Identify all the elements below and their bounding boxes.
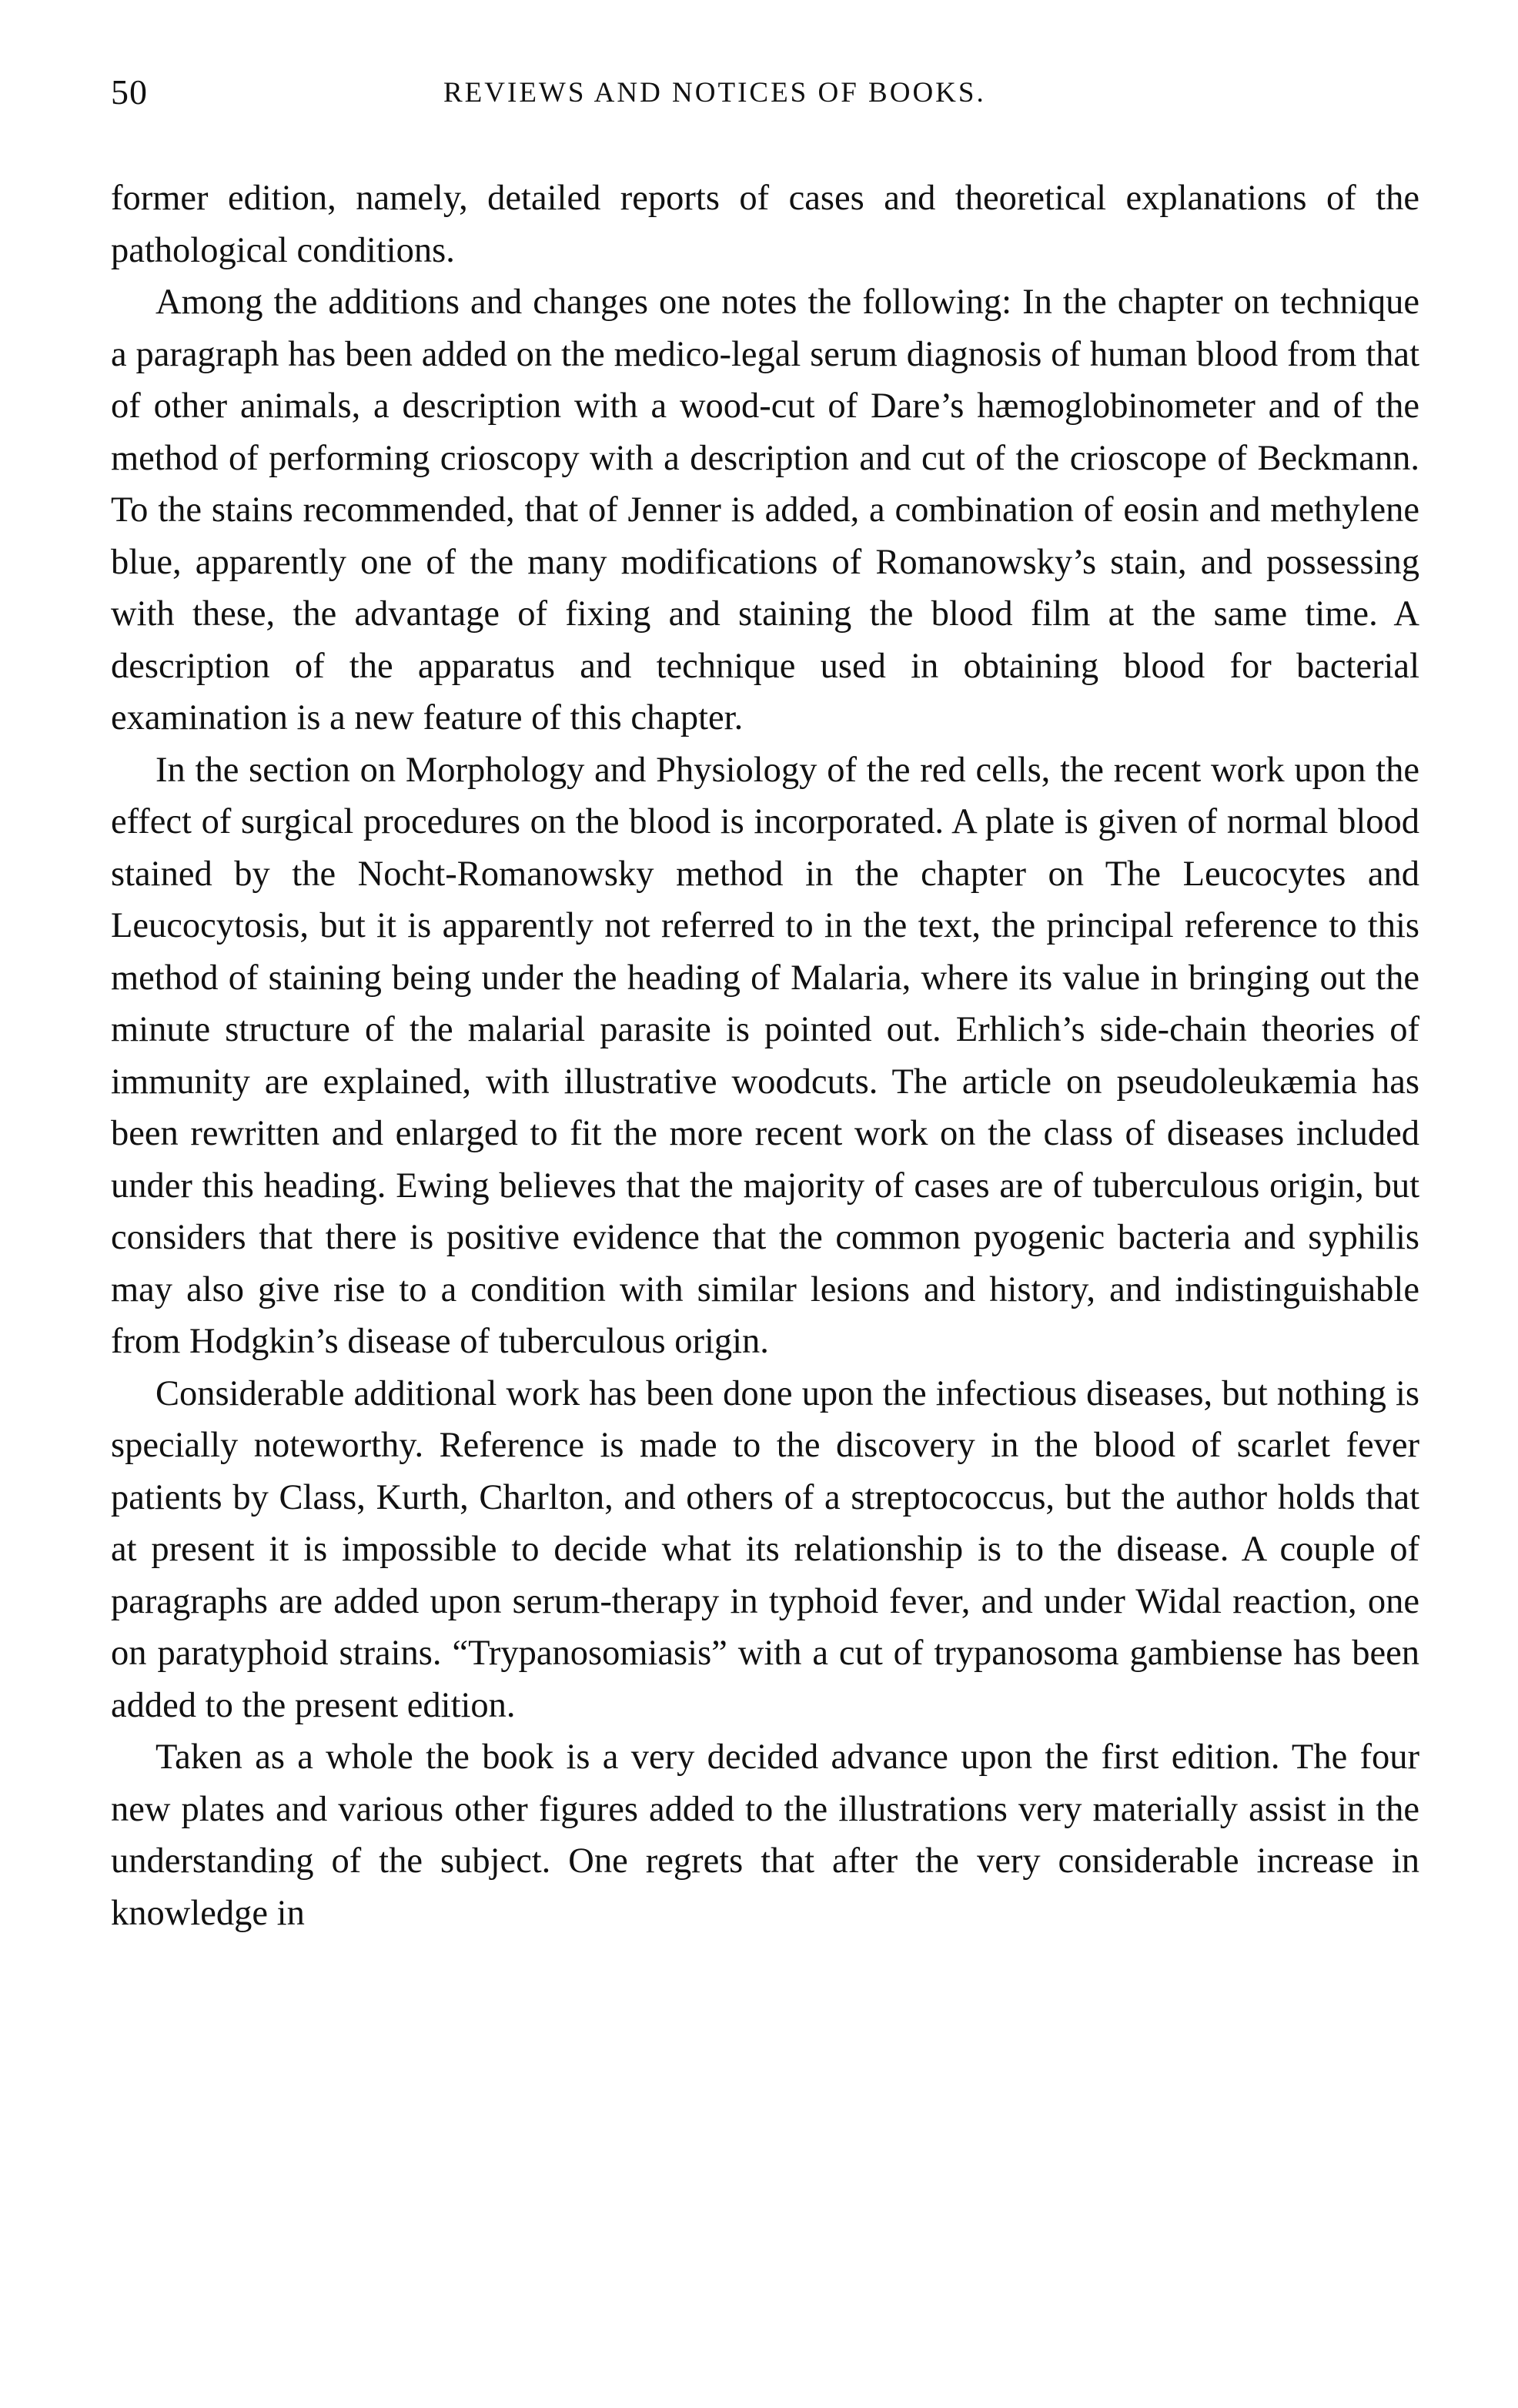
page-number: 50 (111, 72, 148, 112)
paragraph-4: Considerable additional work has been done upon the infectious diseases, but nothing is specially noteworthy. Reference is made to the discovery in the blood of scarlet fever patients by Class, Kurth, Charlton, and others of a streptococcus, but the author holds that at present it is impossible to decide what its relationship is to the disease. A couple of paragraphs are added upon serum-therapy in typhoid fever, and under Widal reaction, one on paratyphoid strains. “Trypanosomiasis” with a cut of trypanosoma gambiense has been added to the present edition. (111, 1373, 1419, 1725)
paragraph-5: Taken as a whole the book is a very decided advance upon the first edition. The four new plates and various other figures added to the illustrations very materially assist in the understanding of the subject. One regrets that after the very considerable increase in knowledge in (111, 1737, 1419, 1933)
paragraph-1: former edition, namely, detailed reports of cases and theoretical explanations of the pathological conditions. (111, 179, 1419, 270)
body-text (111, 172, 1419, 1939)
page-header (111, 68, 1419, 129)
paragraph-2: Among the additions and changes one notes the following: In the chapter on technique a paragraph has been added on the medico-legal serum diagnosis of human blood from that of other animals, a description with a wood-cut of Dare’s hæmoglobinometer and of the method of performing crioscopy with a description and cut of the crioscope of Beckmann. To the stains recommended, that of Jenner is added, a combination of eosin and methylene blue, apparently one of the many modifications of Romanowsky’s stain, and possessing with these, the advantage of fixing and staining the blood film at the same time. A description of the apparatus and technique used in obtaining blood for bacterial examination is a new feature of this chapter. (111, 283, 1419, 737)
running-head: REVIEWS AND NOTICES OF BOOKS. (443, 77, 986, 109)
book-page (111, 68, 1419, 1933)
paragraph-3: In the section on Morphology and Physiology of the red cells, the recent work upon the effect of surgical procedures on the blood is incorporated. A plate is given of normal blood stained by the Nocht-Romanowsky method in the chapter on The Leucocytes and Leucocytosis, but it is apparently not referred to in the text, the principal reference to this method of staining being under the heading of Malaria, where its value in bringing out the minute structure of the malarial parasite is pointed out. Erhlich’s side-chain theories of immunity are explained, with illustrative woodcuts. The article on pseudoleukæmia has been rewritten and enlarged to fit the more recent work on the class of diseases included under this heading. Ewing believes that the majority of cases are of tuberculous origin, but considers that there is positive evidence that the common pyogenic bacteria and syphilis may also give rise to a condition with similar lesions and history, and indistinguishable from Hodgkin’s disease of tuberculous origin. (111, 750, 1419, 1361)
